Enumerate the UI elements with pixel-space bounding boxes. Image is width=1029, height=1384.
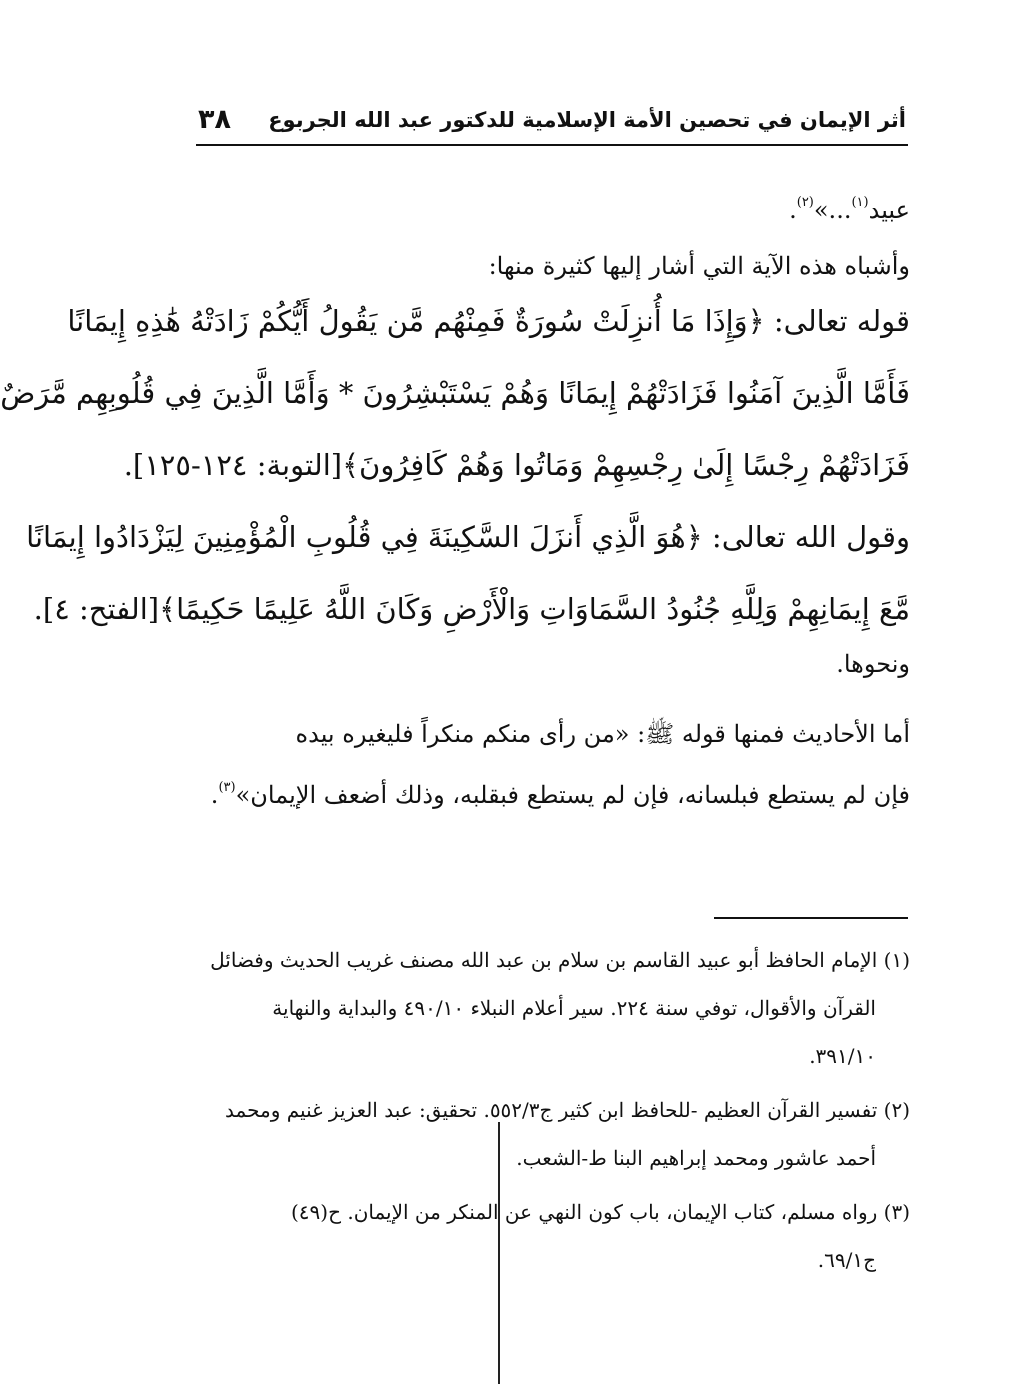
quran-line: قوله تعالى: ﴿وَإِذَا مَا أُنزِلَتْ سُورَةٌ فَمِنْهُم مَّن يَقُولُ أَيُّكُمْ زَادَتْهُ هَٰذِهِ إِيمَانًا: [67, 304, 910, 338]
text-run: فإن لم يستطع فبلسانه، فإن لم يستطع فبقلبه، وذلك أضعف الإيمان»: [235, 781, 910, 809]
footnote-3: [194, 1188, 910, 1284]
footnote-line: (١) الإمام الحافظ أبو عبيد القاسم بن سلام بن عبد الله مصنف غريب الحديث وفضائل: [210, 948, 910, 972]
running-title: أثر الإيمان في تحصين الأمة الإسلامية للدكتور عبد الله الجربوع: [268, 108, 906, 132]
text-run: .: [789, 196, 797, 224]
text-run: ...»: [813, 196, 852, 224]
quran-line: وقول الله تعالى: ﴿هُوَ الَّذِي أَنزَلَ السَّكِينَةَ فِي قُلُوبِ الْمُؤْمِنِينَ لِيَزْدَادُوا إِيمَانًا: [26, 520, 910, 554]
footnote-2: [194, 1086, 910, 1182]
text-line: ونحوها.: [836, 650, 910, 678]
scan-artifact-line: [498, 1122, 500, 1384]
running-header: [198, 104, 906, 140]
footnote-ref: (٣): [218, 780, 236, 795]
quran-line: فَزَادَتْهُمْ رِجْسًا إِلَىٰ رِجْسِهِمْ وَمَاتُوا وَهُمْ كَافِرُونَ﴾[التوبة: ١٢٤-١٢٥].: [123, 448, 910, 482]
main-text: [0, 184, 910, 822]
footnote-line: القرآن والأقوال، توفي سنة ٢٢٤. سير أعلام النبلاء ٤٩٠/١٠ والبداية والنهاية: [272, 996, 876, 1020]
quran-line: فَأَمَّا الَّذِينَ آمَنُوا فَزَادَتْهُمْ إِيمَانًا وَهُمْ يَسْتَبْشِرُونَ * وَأَمَّا الَّذِينَ فِي قُلُوبِهِم مَّرَضٌ: [0, 376, 910, 410]
footnote-line: (٢) تفسير القرآن العظيم -للحافظ ابن كثير ج٥٥٢/٣. تحقيق: عبد العزيز غنيم ومحمد: [225, 1098, 910, 1122]
spacer: [194, 229, 910, 247]
text-line: أما الأحاديث فمنها قوله ﷺ: «من رأى منكم منكراً فليغيره بيده: [295, 720, 910, 748]
footnote-1: [194, 936, 910, 1080]
page-number: ٣٨: [198, 104, 231, 135]
header-rule: [196, 144, 908, 146]
footnote-line: أحمد عاشور ومحمد إبراهيم البنا ط-الشعب.: [516, 1146, 876, 1170]
footnote-line: ٣٩١/١٠.: [809, 1044, 876, 1068]
footnote-ref: (١): [851, 195, 869, 210]
footnote-line: (٣) رواه مسلم، كتاب الإيمان، باب كون النهي عن المنكر من الإيمان. ح(٤٩): [290, 1200, 910, 1224]
text-run: .: [210, 781, 219, 809]
text-run: عبيد: [868, 196, 910, 224]
footnote-separator: [714, 917, 908, 919]
footnotes: [194, 936, 910, 1290]
text-line: وأشباه هذه الآية التي أشار إليها كثيرة منها:: [488, 252, 910, 280]
footnote-ref: (٢): [796, 195, 814, 210]
text-line: [194, 761, 910, 822]
footnote-line: ج٦٩/١.: [817, 1248, 876, 1272]
text-line: [194, 184, 910, 229]
spacer: [194, 683, 910, 707]
quran-line: مَّعَ إِيمَانِهِمْ وَلِلَّهِ جُنُودُ السَّمَاوَاتِ وَالْأَرْضِ وَكَانَ اللَّهُ عَلِيمًا حَكِيمًا﴾[الفتح: ٤].: [33, 592, 910, 626]
